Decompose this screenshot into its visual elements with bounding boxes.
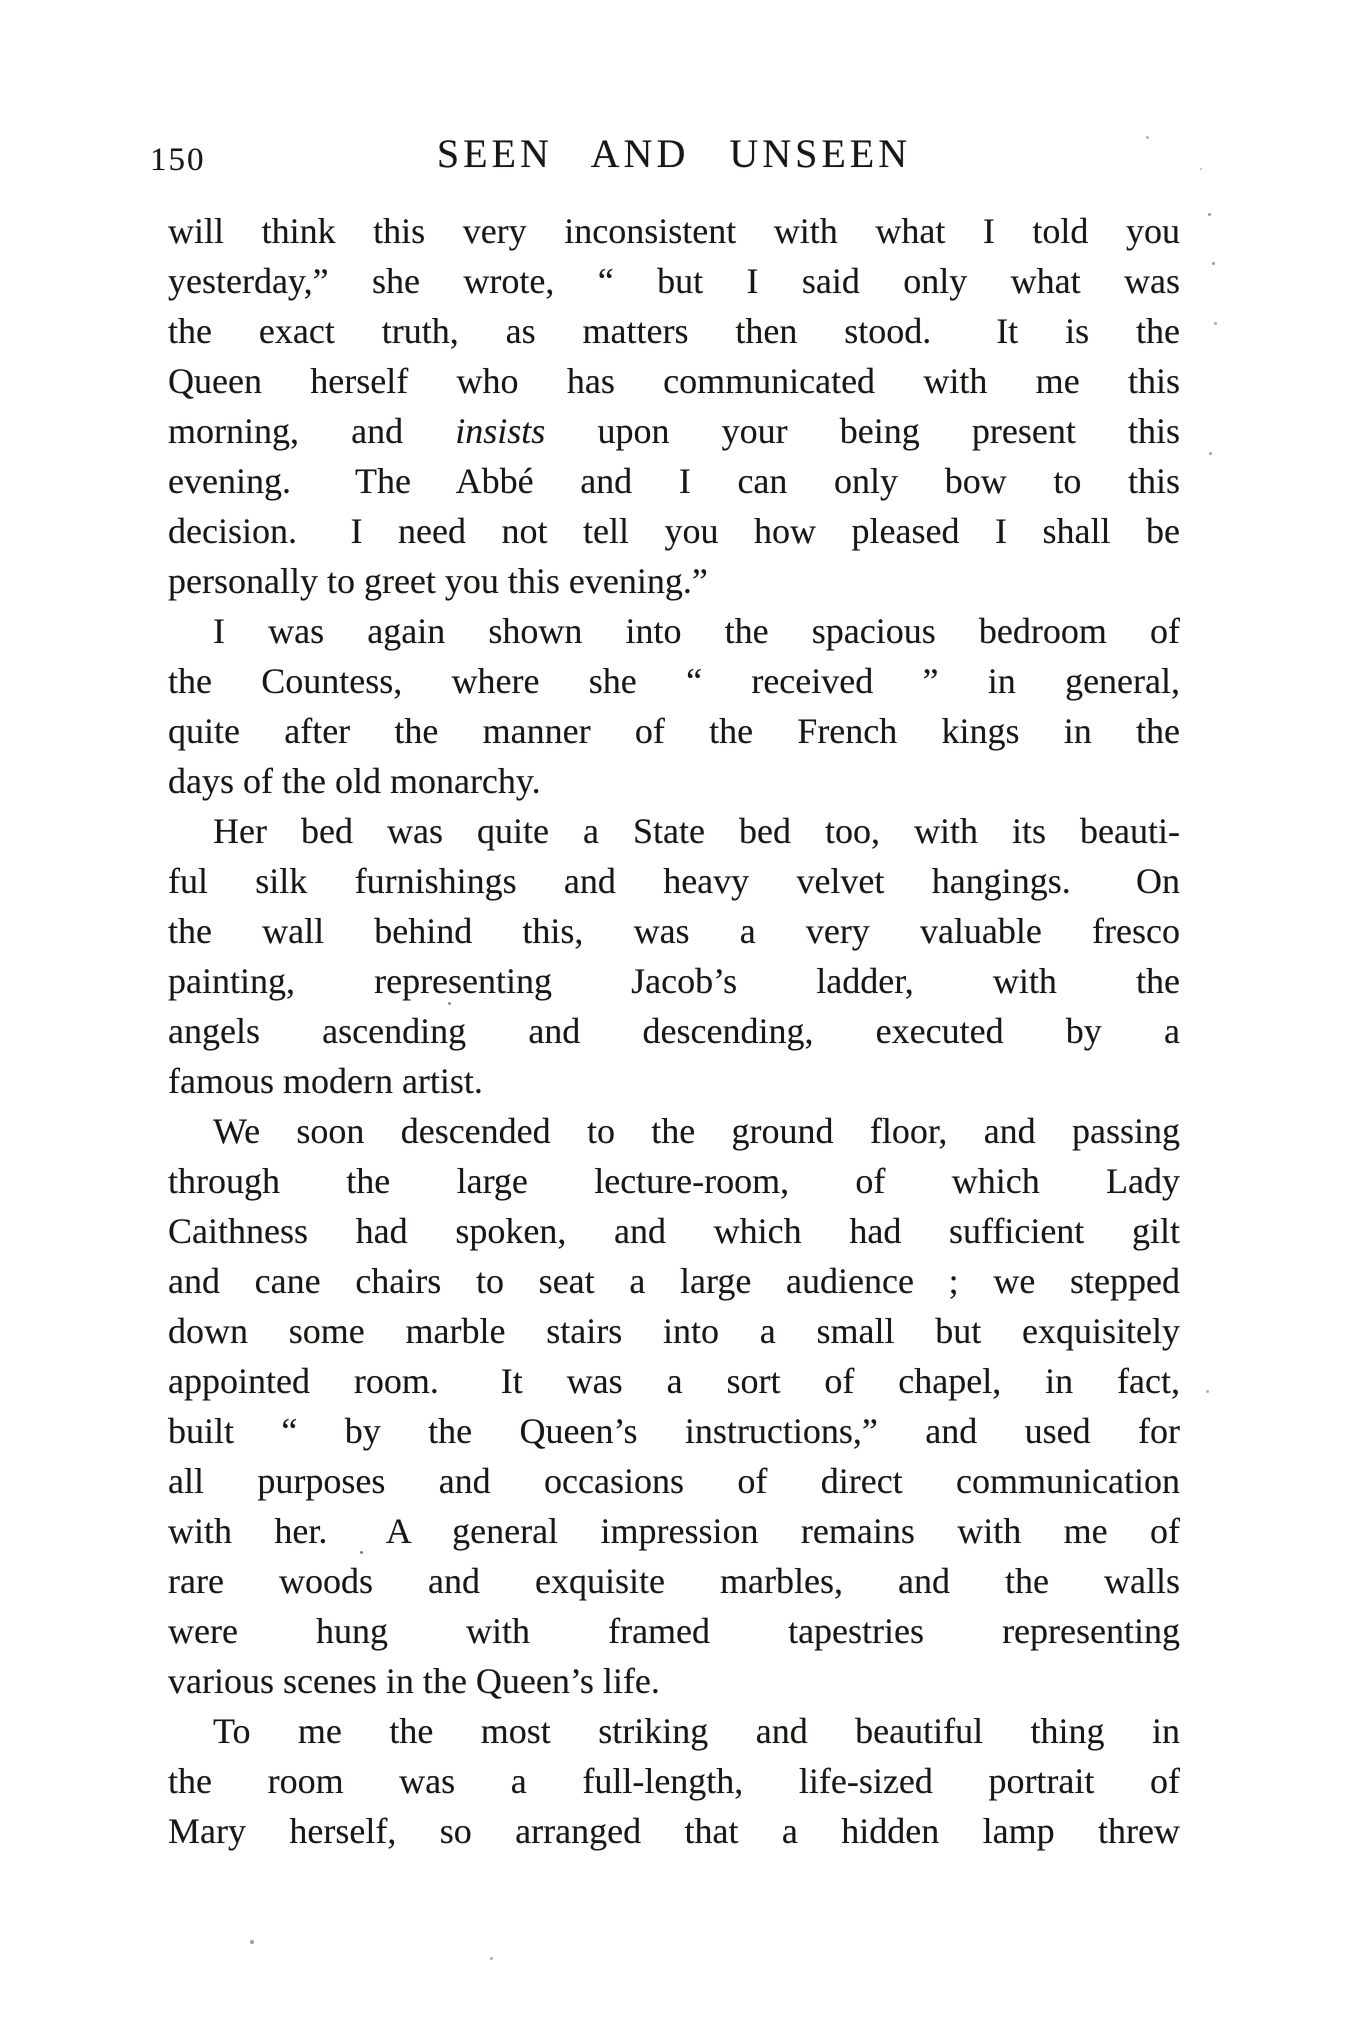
text-segment: all purposes and occasions of direct communication (168, 1461, 1180, 1501)
text-segment: with her. A general impression remains with me of (168, 1511, 1180, 1551)
text-segment: I was again shown into the spacious bedroom of (213, 611, 1180, 651)
text-line (168, 1656, 1180, 1706)
scan-speck (360, 1551, 363, 1554)
text-line (168, 356, 1180, 406)
text-line (168, 1206, 1180, 1256)
text-segment: Her bed was quite a State bed too, with its beauti- (213, 811, 1180, 851)
text-line (168, 556, 1180, 606)
text-line (168, 406, 1180, 456)
scan-speck (1206, 1390, 1209, 1393)
text-segment: the wall behind this, was a very valuable fresco (168, 911, 1180, 951)
text-segment: angels ascending and descending, executed by a (168, 1011, 1180, 1051)
text-line (168, 1156, 1180, 1206)
text-line (168, 1006, 1180, 1056)
text-segment: appointed room. It was a sort of chapel, in fact, (168, 1361, 1180, 1401)
scan-speck (1208, 213, 1211, 216)
text-segment: Mary herself, so arranged that a hidden lamp threw (168, 1811, 1180, 1851)
text-segment: We soon descended to the ground floor, and passing (213, 1111, 1180, 1151)
scan-speck (1209, 452, 1212, 455)
text-line (168, 506, 1180, 556)
text-segment: To me the most striking and beautiful thing in (213, 1711, 1180, 1751)
text-segment: decision. I need not tell you how pleased I shall be (168, 511, 1180, 551)
scan-speck (490, 1957, 493, 1960)
text-line (168, 456, 1180, 506)
text-segment: days of the old monarchy. (168, 761, 541, 801)
text-line (168, 906, 1180, 956)
text-line (168, 1056, 1180, 1106)
text-line (168, 1456, 1180, 1506)
text-line (168, 1356, 1180, 1406)
scan-speck (448, 1002, 451, 1005)
paragraph (168, 206, 1180, 606)
text-segment: evening. The Abbé and I can only bow to this (168, 461, 1180, 501)
text-segment: morning, and (168, 411, 456, 451)
text-line (168, 1806, 1180, 1856)
text-segment: the exact truth, as matters then stood. It is the (168, 311, 1180, 351)
text-segment: down some marble stairs into a small but exquisitely (168, 1311, 1180, 1351)
text-line (168, 1106, 1180, 1156)
text-line (168, 1706, 1180, 1756)
text-segment: ful silk furnishings and heavy velvet hangings. On (168, 861, 1180, 901)
text-line (168, 1556, 1180, 1606)
text-segment: upon your being present this (545, 411, 1180, 451)
text-segment: built “ by the Queen’s instructions,” and used for (168, 1411, 1180, 1451)
scan-speck (250, 1940, 254, 1944)
text-line (168, 756, 1180, 806)
text-line (168, 1406, 1180, 1456)
paragraph (168, 606, 1180, 806)
text-line (168, 1306, 1180, 1356)
text-line (168, 206, 1180, 256)
scan-speck (1214, 322, 1217, 325)
scan-speck (1146, 136, 1149, 139)
page-header (150, 130, 1180, 187)
text-segment: famous modern artist. (168, 1061, 483, 1101)
text-segment: the room was a full-length, life-sized portrait of (168, 1761, 1180, 1801)
scan-speck (1212, 262, 1215, 265)
text-segment: and cane chairs to seat a large audience ; we stepped (168, 1261, 1180, 1301)
paragraph (168, 1706, 1180, 1856)
text-segment: the Countess, where she “ received ” in general, (168, 661, 1180, 701)
page-number: 150 (150, 142, 206, 178)
text-segment: will think this very inconsistent with what I told you (168, 211, 1180, 251)
text-segment: were hung with framed tapestries representing (168, 1611, 1180, 1651)
text-segment: personally to greet you this evening.” (168, 561, 708, 601)
running-title: SEEN AND UNSEEN (436, 131, 912, 176)
text-segment: yesterday,” she wrote, “ but I said only what was (168, 261, 1180, 301)
scan-speck (1200, 168, 1202, 170)
paragraph (168, 806, 1180, 1106)
text-line (168, 806, 1180, 856)
paragraph (168, 1106, 1180, 1706)
text-line (168, 256, 1180, 306)
text-segment: Queen herself who has communicated with me this (168, 361, 1180, 401)
text-line (168, 1606, 1180, 1656)
text-segment: various scenes in the Queen’s life. (168, 1661, 660, 1701)
text-line (168, 1506, 1180, 1556)
text-segment: painting, representing Jacob’s ladder, with the (168, 961, 1180, 1001)
text-line (168, 956, 1180, 1006)
text-line (168, 706, 1180, 756)
text-segment: quite after the manner of the French kings in the (168, 711, 1180, 751)
emphasized-text: insists (455, 411, 546, 451)
text-segment: through the large lecture-room, of which Lady (168, 1161, 1180, 1201)
text-line (168, 306, 1180, 356)
text-line (168, 856, 1180, 906)
text-line (168, 1756, 1180, 1806)
text-line (168, 1256, 1180, 1306)
text-segment: rare woods and exquisite marbles, and the walls (168, 1561, 1180, 1601)
page-body (168, 206, 1180, 1856)
text-line (168, 656, 1180, 706)
text-segment: Caithness had spoken, and which had sufficient gilt (168, 1211, 1180, 1251)
text-line (168, 606, 1180, 656)
